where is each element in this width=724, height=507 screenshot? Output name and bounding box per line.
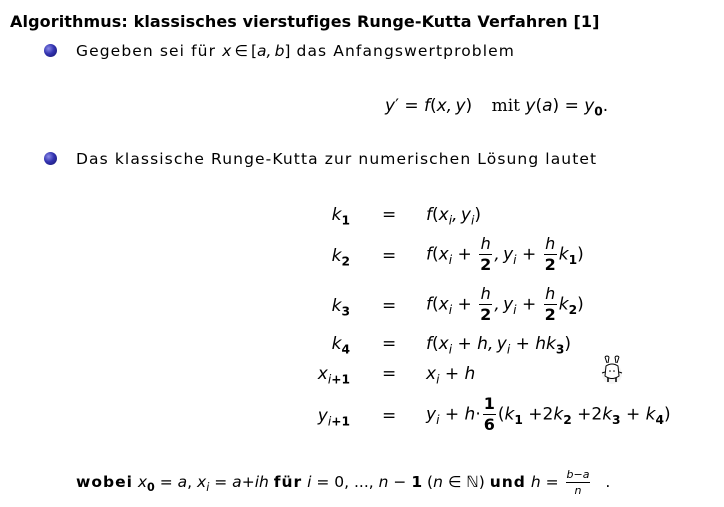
footer-wobei: wobei bbox=[76, 473, 133, 491]
eq-lhs-k4: $k_4$ bbox=[331, 334, 350, 357]
eq-rhs-k2: $f(x_i$ + $\frac{h}{2}$ , $y_i$ + $\frac{h}{2}$ $k_1$) bbox=[426, 234, 584, 274]
bullet-sphere-icon bbox=[44, 152, 57, 165]
bullet-2-text: Das klassische Runge-Kutta zur numerischen Lösung lautet bbox=[76, 150, 598, 168]
eq-rhs-x-next: $x_i + h$ bbox=[426, 364, 476, 387]
bullet-1-text-after: das Anfangswertproblem bbox=[296, 42, 515, 60]
footer-definition: wobei $x_0 = a$, $x_i = a+ih$ für i = 0, ..., n − 1 (n ∈ ℕ) und h = $\frac{b-a}{n}$ . bbox=[76, 468, 611, 497]
eq-sign: = bbox=[382, 364, 397, 384]
eq-lhs-k2: $k_2$ bbox=[331, 246, 350, 269]
bullet-1-math: x ∈ [a, b] bbox=[222, 42, 291, 60]
bullet-sphere-icon bbox=[44, 44, 57, 57]
eq-sign: = bbox=[382, 246, 397, 266]
eq-sign: = bbox=[382, 205, 397, 225]
eq-rhs-k4: $f(x_i + h$, $y_i + hk_3$) bbox=[426, 334, 572, 357]
eq-sign: = bbox=[382, 296, 397, 316]
footer-fuer: für bbox=[273, 473, 303, 491]
eq-lhs-k1: $k_1$ bbox=[331, 205, 350, 228]
eq-sign: = bbox=[382, 334, 397, 354]
eq-rhs-y-next: $y_i + h\cdot$ $\frac{1}{6}$ $(k_1 +2k_2 +2k_3 + k_4)$ bbox=[426, 394, 671, 434]
eq-rhs-k1: $f(x_i$, $y_i$) bbox=[426, 205, 482, 228]
cat-mascot-icon[interactable] bbox=[600, 354, 624, 386]
eq-lhs-y-next: $y_{i+1}$ bbox=[317, 406, 350, 429]
eq-sign: = bbox=[382, 406, 397, 426]
ivp-mit: mit bbox=[491, 96, 520, 116]
ivp-period: . bbox=[602, 96, 609, 116]
eq-rhs-k3: $f(x_i$ + $\frac{h}{2}$ , $y_i$ + $\frac{h}{2}$ $k_2$) bbox=[426, 284, 584, 324]
bullet-1-text bbox=[76, 42, 515, 60]
slide-title: Algorithmus: klassisches vierstufiges Runge-Kutta Verfahren [1] bbox=[10, 12, 600, 31]
initial-value-problem: y′ = f(x, y) mit $y(a) = y_0$. bbox=[385, 96, 609, 119]
eq-lhs-k3: $k_3$ bbox=[331, 296, 350, 319]
eq-lhs-x-next: $x_{i+1}$ bbox=[317, 364, 350, 387]
footer-und: und bbox=[489, 473, 526, 491]
bullet-1-text-before: Gegeben sei für bbox=[76, 42, 217, 60]
